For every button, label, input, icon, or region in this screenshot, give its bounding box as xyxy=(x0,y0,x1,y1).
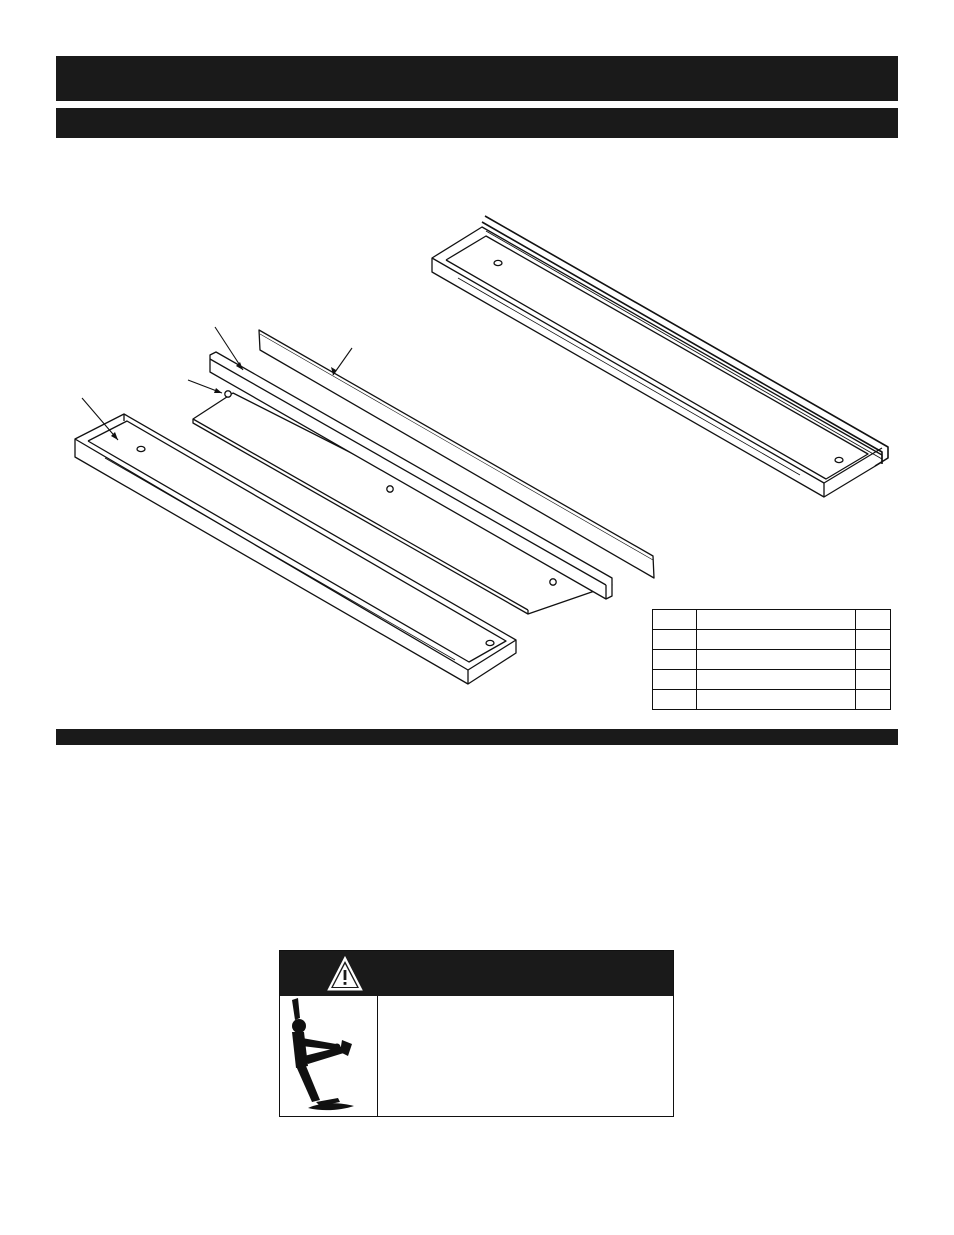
table-row xyxy=(653,690,891,710)
slip-hazard-icon xyxy=(280,996,376,1114)
parts-list-table xyxy=(652,609,891,710)
table-cell xyxy=(653,630,697,650)
warning-box xyxy=(279,950,674,1117)
table-cell xyxy=(856,690,891,710)
table-cell xyxy=(697,670,856,690)
table-cell xyxy=(697,610,856,630)
section-header-bar-2 xyxy=(56,729,898,745)
warning-triangle-icon xyxy=(325,954,365,994)
section-header-bar xyxy=(56,108,898,138)
table-cell xyxy=(856,670,891,690)
table-cell xyxy=(653,690,697,710)
page-title xyxy=(56,68,66,88)
table-cell xyxy=(856,630,891,650)
warning-symbol-cell xyxy=(280,996,378,1116)
table-cell xyxy=(697,650,856,670)
table-cell xyxy=(697,630,856,650)
section-title xyxy=(56,120,66,140)
warning-header xyxy=(280,951,673,996)
table-cell xyxy=(856,610,891,630)
table-cell xyxy=(856,650,891,670)
table-row xyxy=(653,630,891,650)
table-row xyxy=(653,670,891,690)
assembled-channel xyxy=(432,216,888,497)
table-cell xyxy=(653,670,697,690)
table-cell xyxy=(653,650,697,670)
table-row xyxy=(653,610,891,630)
table-row xyxy=(653,650,891,670)
table-cell xyxy=(653,610,697,630)
table-cell xyxy=(697,690,856,710)
title-bar xyxy=(56,56,898,101)
